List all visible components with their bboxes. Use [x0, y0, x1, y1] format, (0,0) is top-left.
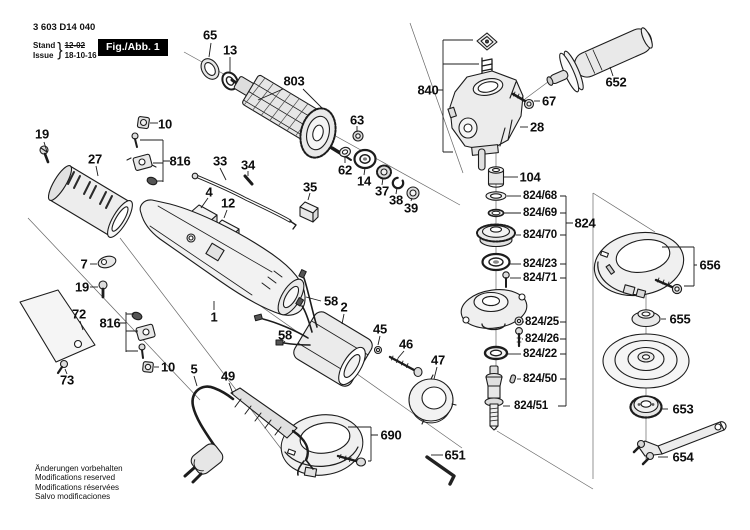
part-5-power-cord	[185, 387, 233, 482]
part-38-clip	[393, 178, 403, 188]
part-2-stator	[291, 309, 375, 389]
revision-block	[33, 41, 97, 60]
part-824-71-screw	[503, 272, 509, 287]
part-803-armature	[232, 74, 351, 161]
part-label-824-68-23: 824/68	[523, 190, 557, 202]
part-824-26-screw	[516, 328, 523, 346]
footer-line-fr: Modifications réservées	[35, 482, 120, 492]
leader-lines	[44, 43, 668, 457]
part-label-7-38: 7	[80, 256, 88, 272]
part-backing-pad	[603, 334, 689, 388]
revision-new-date: 18-10-16	[64, 50, 97, 60]
part-824-23-bearing	[483, 254, 510, 270]
part-label-13-1: 13	[222, 42, 238, 58]
part-label-1-44: 1	[210, 309, 218, 325]
part-label-656-34: 656	[699, 257, 721, 273]
part-7-clip	[97, 254, 117, 269]
part-label-803-2: 803	[283, 73, 305, 89]
part-label-19-9: 19	[34, 126, 50, 142]
part-72-cover-plate	[20, 290, 95, 362]
part-label-824-22-31: 824/22	[523, 348, 557, 360]
part-label-35-15: 35	[302, 179, 318, 195]
part-label-824-70-25: 824/70	[523, 229, 557, 241]
part-label-38-20: 38	[388, 192, 404, 208]
part-824-25-nut	[515, 317, 523, 325]
part-27-bearing-cover	[45, 163, 137, 241]
part-label-104-22: 104	[519, 169, 541, 185]
part-label-824-25-29: 824/25	[525, 316, 559, 328]
part-label-2-46: 2	[340, 299, 348, 315]
part-label-45-48: 45	[372, 321, 388, 337]
part-label-19-39: 19	[74, 279, 90, 295]
part-label-690-53: 690	[380, 427, 402, 443]
part-824-51-spindle	[485, 366, 503, 430]
part-19-screw-top	[40, 146, 48, 162]
part-label-37-19: 37	[374, 183, 390, 199]
part-label-653-36: 653	[672, 401, 694, 417]
part-label-14-18: 14	[356, 173, 372, 189]
part-label-10-43: 10	[160, 359, 176, 375]
part-label-33-11: 33	[212, 153, 228, 169]
part-656-guard	[589, 226, 688, 303]
part-653-clamp-nut	[631, 397, 662, 418]
part-label-816-41: 816	[99, 315, 121, 331]
part-824-70-gear-wheel	[477, 225, 515, 247]
part-690-guard	[277, 410, 367, 481]
part-824-50-key	[509, 374, 516, 383]
part-651-hex-key	[427, 457, 454, 484]
part-14-bearing	[355, 150, 376, 168]
part-10-nut-upper	[137, 116, 149, 128]
part-840-cap	[477, 33, 497, 50]
part-label-46-49: 46	[398, 336, 414, 352]
part-label-58-47: 58	[277, 327, 293, 343]
part-34-pin	[245, 176, 252, 184]
part-label-28-5: 28	[529, 119, 545, 135]
part-label-651-54: 651	[444, 447, 466, 463]
part-label-655-35: 655	[669, 311, 691, 327]
part-65-ring	[197, 55, 222, 82]
part-label-12-14: 12	[220, 195, 236, 211]
footer-line-es: Salvo modificaciones	[35, 492, 111, 502]
drawing-part-number: 3 603 D14 040	[33, 22, 96, 33]
revision-label-en: Issue	[33, 50, 54, 60]
part-37-pinion	[377, 166, 391, 179]
part-46-screw	[390, 356, 422, 377]
figure-badge: Fig./Abb. 1	[98, 39, 168, 56]
part-label-10-7: 10	[157, 116, 173, 132]
part-655-flange	[632, 310, 660, 327]
part-label-5-51: 5	[190, 361, 198, 377]
part-detent-pin	[479, 149, 486, 170]
revision-old-date: 12-02	[64, 41, 86, 50]
part-label-824-51-33: 824/51	[514, 400, 548, 412]
part-63-nut	[353, 131, 363, 141]
part-62-ring	[338, 146, 351, 158]
part-label-62-17: 62	[337, 162, 353, 178]
part-35-button	[300, 202, 318, 222]
part-28-gear-housing	[448, 71, 523, 155]
footer-line-en: Modifications reserved	[35, 473, 116, 483]
part-label-34-12: 34	[240, 157, 256, 173]
part-label-49-52: 49	[220, 368, 236, 384]
part-824-22-ring	[485, 347, 507, 359]
part-label-4-13: 4	[205, 184, 213, 200]
part-652-aux-handle	[539, 17, 659, 101]
part-label-39-21: 39	[403, 200, 419, 216]
part-10-nut-lower	[143, 362, 154, 373]
part-label-652-6: 652	[605, 74, 627, 90]
part-label-654-37: 654	[672, 449, 694, 465]
part-label-67-4: 67	[541, 93, 557, 109]
part-654-pin-wrench	[634, 422, 726, 464]
part-label-816-8: 816	[169, 153, 191, 169]
part-47-baffle	[409, 375, 456, 424]
part-label-824-50-32: 824/50	[523, 373, 557, 385]
part-104-bushing	[489, 167, 504, 187]
part-816-brush-holder-upper	[127, 133, 158, 186]
part-label-824-71-27: 824/71	[523, 272, 557, 284]
part-label-47-50: 47	[430, 352, 446, 368]
part-label-27-10: 27	[87, 151, 103, 167]
part-label-824-69-24: 824/69	[523, 207, 557, 219]
part-label-824-23-26: 824/23	[523, 258, 557, 270]
part-label-72-40: 72	[71, 306, 87, 322]
part-label-63-16: 63	[349, 112, 365, 128]
footer-line-de: Änderungen vorbehalten	[35, 464, 123, 473]
part-label-824-28: 824	[574, 215, 596, 231]
part-label-824-26-30: 824/26	[525, 333, 559, 345]
revision-label-de: Stand	[33, 41, 56, 50]
part-label-840-3: 840	[417, 82, 439, 98]
part-label-58-45: 58	[323, 293, 339, 309]
parts-layer	[20, 17, 726, 484]
revision-brace: }	[57, 40, 63, 60]
part-45-ring	[375, 347, 382, 354]
part-39-nut	[407, 187, 419, 199]
part-824-69-ring	[489, 210, 504, 217]
footer-disclaimer	[35, 464, 123, 502]
part-label-65-0: 65	[202, 27, 218, 43]
part-label-73-42: 73	[59, 372, 75, 388]
part-824-68-washer	[486, 192, 506, 200]
